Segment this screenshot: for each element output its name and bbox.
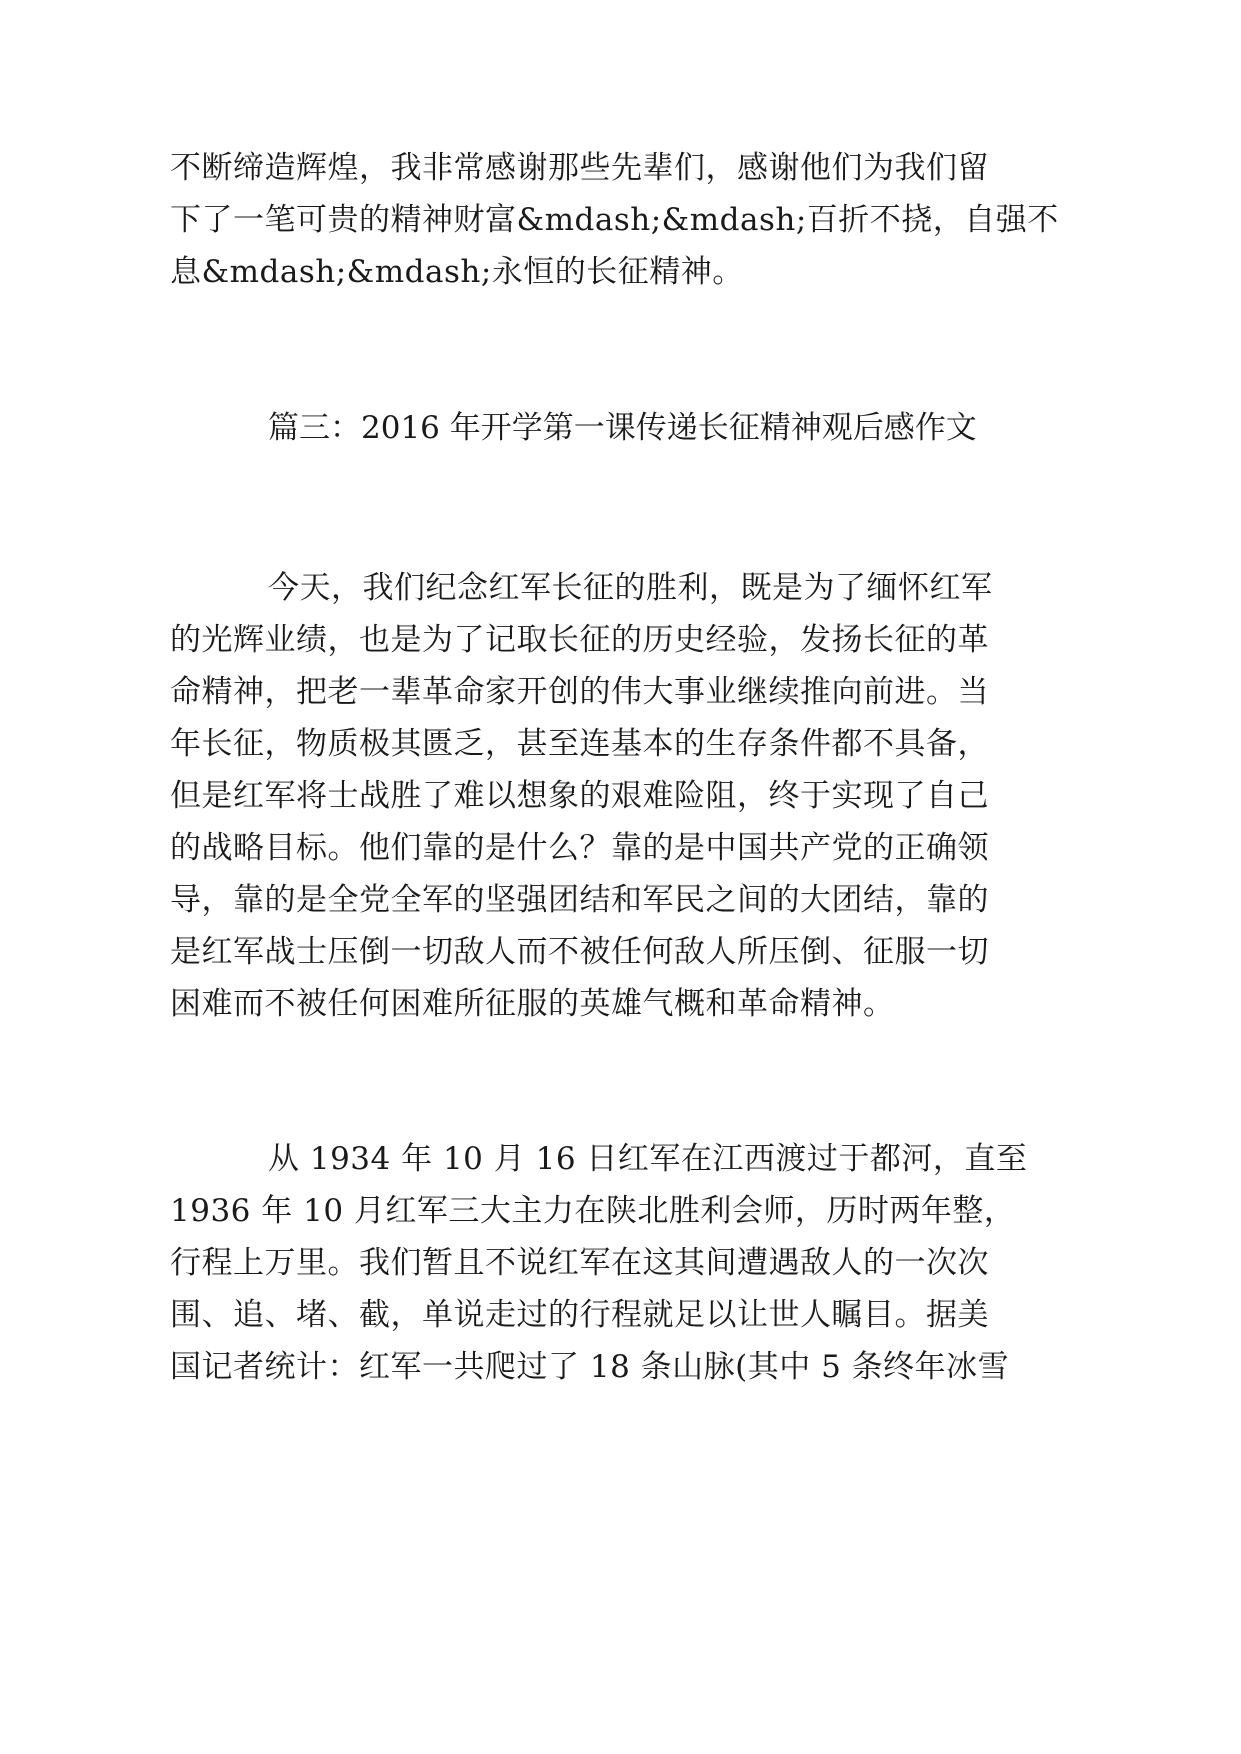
paragraph-1-line-4: 年长征，物质极其匮乏，甚至连基本的生存条件都不具备， bbox=[170, 726, 989, 762]
section-heading: 篇三：2016 年开学第一课传递长征精神观后感作文 bbox=[268, 410, 977, 446]
paragraph-1-line-6: 的战略目标。他们靠的是什么？靠的是中国共产党的正确领 bbox=[170, 830, 989, 866]
paragraph-2-line-3: 行程上万里。我们暂且不说红军在这其间遭遇敌人的一次次 bbox=[170, 1245, 989, 1281]
paragraph-1-line-9: 困难而不被任何困难所征服的英雄气概和革命精神。 bbox=[170, 986, 895, 1022]
paragraph-1-line-7: 导，靠的是全党全军的坚强团结和军民之间的大团结，靠的 bbox=[170, 882, 989, 918]
paragraph-1-line-8: 是红军战士压倒一切敌人而不被任何敌人所压倒、征服一切 bbox=[170, 934, 989, 970]
paragraph-2-line-1: 从 1934 年 10 月 16 日红军在江西渡过于都河，直至 bbox=[268, 1141, 1028, 1177]
paragraph-top-line-1: 不断缔造辉煌，我非常感谢那些先辈们，感谢他们为我们留 bbox=[170, 150, 989, 186]
paragraph-1-line-5: 但是红军将士战胜了难以想象的艰难险阻，终于实现了自己 bbox=[170, 778, 989, 814]
paragraph-1-line-3: 命精神，把老一辈革命家开创的伟大事业继续推向前进。当 bbox=[170, 674, 989, 710]
paragraph-2-line-2: 1936 年 10 月红军三大主力在陕北胜利会师，历时两年整， bbox=[170, 1193, 1016, 1229]
paragraph-2-line-4: 围、追、堵、截，单说走过的行程就足以让世人瞩目。据美 bbox=[170, 1297, 989, 1333]
paragraph-1-line-1: 今天，我们纪念红军长征的胜利，既是为了缅怀红军 bbox=[268, 570, 993, 606]
paragraph-top-line-2: 下了一笔可贵的精神财富&mdash;&mdash;百折不挠，自强不 bbox=[170, 202, 1059, 238]
paragraph-2-line-5: 国记者统计：红军一共爬过了 18 条山脉(其中 5 条终年冰雪 bbox=[170, 1349, 1010, 1385]
paragraph-1-line-2: 的光辉业绩，也是为了记取长征的历史经验，发扬长征的革 bbox=[170, 622, 989, 658]
paragraph-top-line-3: 息&mdash;&mdash;永恒的长征精神。 bbox=[170, 254, 744, 290]
